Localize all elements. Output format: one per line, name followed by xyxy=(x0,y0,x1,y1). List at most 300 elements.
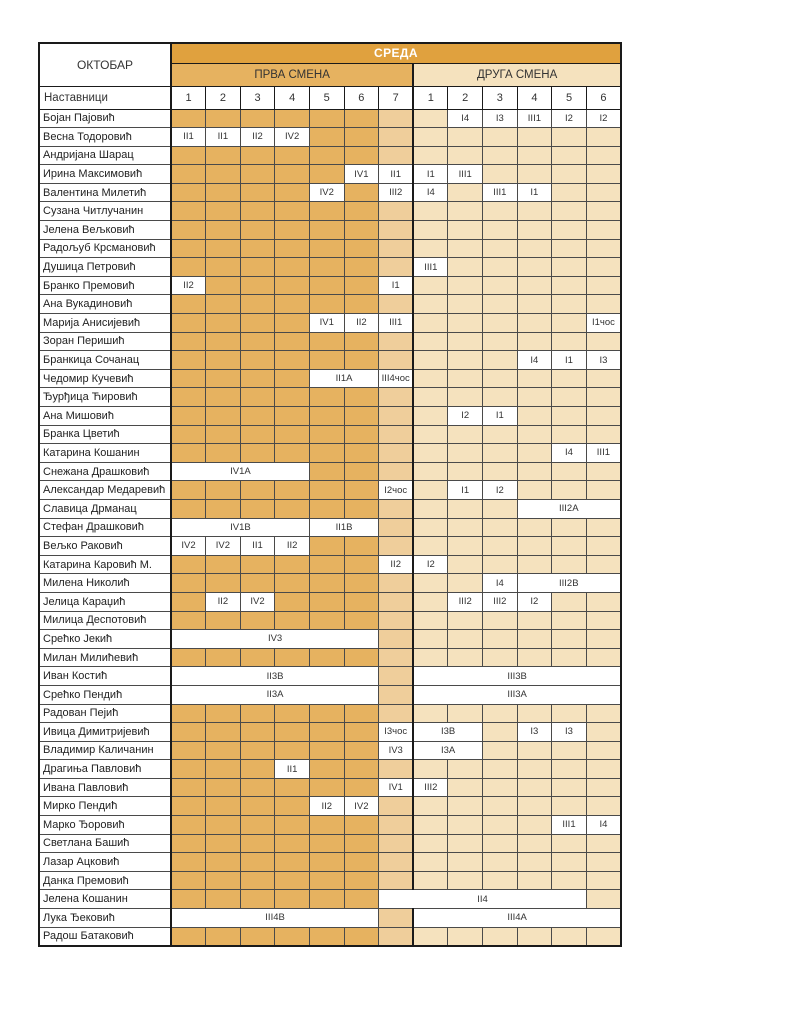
empty-cell xyxy=(379,444,414,463)
empty-cell xyxy=(448,797,483,816)
empty-cell xyxy=(309,834,344,853)
empty-cell xyxy=(482,128,517,147)
shift2-header: ДРУГА СМЕНА xyxy=(413,63,621,86)
empty-cell xyxy=(482,425,517,444)
empty-cell xyxy=(309,760,344,779)
teacher-name: Ђурђица Ћировић xyxy=(39,388,171,407)
empty-cell xyxy=(413,332,448,351)
empty-cell xyxy=(552,797,587,816)
empty-cell xyxy=(309,927,344,946)
empty-cell xyxy=(206,332,241,351)
teacher-row xyxy=(39,499,621,518)
teacher-row xyxy=(39,425,621,444)
empty-cell xyxy=(552,611,587,630)
class-cell: III2B xyxy=(517,574,621,593)
teacher-name: Јелена Кошанин xyxy=(39,890,171,909)
class-cell: IV2 xyxy=(240,592,275,611)
empty-cell xyxy=(275,425,310,444)
empty-cell xyxy=(171,258,206,277)
teacher-row xyxy=(39,537,621,556)
empty-cell xyxy=(517,165,552,184)
empty-cell xyxy=(275,481,310,500)
empty-cell xyxy=(448,146,483,165)
empty-cell xyxy=(240,165,275,184)
empty-cell xyxy=(344,109,379,128)
empty-cell xyxy=(586,630,621,649)
empty-cell xyxy=(171,927,206,946)
empty-cell xyxy=(344,239,379,258)
teacher-name: Сузана Читлучанин xyxy=(39,202,171,221)
empty-cell xyxy=(344,425,379,444)
empty-cell xyxy=(240,723,275,742)
empty-cell xyxy=(517,295,552,314)
teacher-name: Душица Петровић xyxy=(39,258,171,277)
empty-cell xyxy=(448,611,483,630)
empty-cell xyxy=(275,890,310,909)
class-cell: IV1 xyxy=(309,314,344,333)
empty-cell xyxy=(586,165,621,184)
teacher-row xyxy=(39,276,621,295)
empty-cell xyxy=(171,499,206,518)
empty-cell xyxy=(240,574,275,593)
class-cell: I2чос xyxy=(379,481,414,500)
teacher-row xyxy=(39,648,621,667)
empty-cell xyxy=(586,425,621,444)
empty-cell xyxy=(586,778,621,797)
empty-cell xyxy=(240,183,275,202)
empty-cell xyxy=(448,202,483,221)
class-cell: III2 xyxy=(448,592,483,611)
empty-cell xyxy=(171,555,206,574)
empty-cell xyxy=(586,239,621,258)
empty-cell xyxy=(275,221,310,240)
empty-cell xyxy=(482,499,517,518)
empty-cell xyxy=(309,853,344,872)
empty-cell xyxy=(552,462,587,481)
empty-cell xyxy=(240,109,275,128)
empty-cell xyxy=(275,555,310,574)
empty-cell xyxy=(309,202,344,221)
class-cell: I3B xyxy=(413,723,482,742)
teachers-label: Наставници xyxy=(39,86,171,109)
empty-cell xyxy=(344,407,379,426)
class-cell: IV1 xyxy=(379,778,414,797)
empty-cell xyxy=(309,351,344,370)
empty-cell xyxy=(240,314,275,333)
teacher-name: Срећко Пендић xyxy=(39,685,171,704)
period-header: 7 xyxy=(379,86,414,109)
empty-cell xyxy=(552,128,587,147)
empty-cell xyxy=(448,221,483,240)
empty-cell xyxy=(240,927,275,946)
empty-cell xyxy=(413,797,448,816)
empty-cell xyxy=(206,221,241,240)
empty-cell xyxy=(171,183,206,202)
teacher-name: Весна Тодоровић xyxy=(39,128,171,147)
empty-cell xyxy=(482,760,517,779)
teacher-name: Катарина Кошанин xyxy=(39,444,171,463)
empty-cell xyxy=(206,109,241,128)
empty-cell xyxy=(586,611,621,630)
period-header: 1 xyxy=(413,86,448,109)
empty-cell xyxy=(482,834,517,853)
teacher-row xyxy=(39,332,621,351)
class-cell: III2 xyxy=(379,183,414,202)
empty-cell xyxy=(586,853,621,872)
empty-cell xyxy=(448,258,483,277)
empty-cell xyxy=(448,462,483,481)
empty-cell xyxy=(309,128,344,147)
class-cell: I4 xyxy=(552,444,587,463)
empty-cell xyxy=(413,239,448,258)
empty-cell xyxy=(517,239,552,258)
empty-cell xyxy=(586,555,621,574)
empty-cell xyxy=(413,611,448,630)
empty-cell xyxy=(206,165,241,184)
empty-cell xyxy=(309,165,344,184)
empty-cell xyxy=(482,630,517,649)
empty-cell xyxy=(586,760,621,779)
empty-cell xyxy=(275,927,310,946)
empty-cell xyxy=(586,741,621,760)
empty-cell xyxy=(275,295,310,314)
empty-cell xyxy=(275,183,310,202)
teacher-row xyxy=(39,462,621,481)
class-cell: II1 xyxy=(240,537,275,556)
empty-cell xyxy=(482,648,517,667)
empty-cell xyxy=(275,202,310,221)
teacher-row xyxy=(39,407,621,426)
empty-cell xyxy=(517,332,552,351)
empty-cell xyxy=(309,741,344,760)
empty-cell xyxy=(275,369,310,388)
empty-cell xyxy=(171,723,206,742)
empty-cell xyxy=(309,537,344,556)
empty-cell xyxy=(275,592,310,611)
class-cell: I3 xyxy=(482,109,517,128)
empty-cell xyxy=(309,407,344,426)
empty-cell xyxy=(482,816,517,835)
teacher-name: Милена Николић xyxy=(39,574,171,593)
empty-cell xyxy=(240,239,275,258)
empty-cell xyxy=(206,499,241,518)
empty-cell xyxy=(552,295,587,314)
empty-cell xyxy=(517,611,552,630)
class-cell: I3 xyxy=(586,351,621,370)
empty-cell xyxy=(309,871,344,890)
empty-cell xyxy=(413,574,448,593)
empty-cell xyxy=(552,332,587,351)
teacher-name: Владимир Каличанин xyxy=(39,741,171,760)
empty-cell xyxy=(240,258,275,277)
empty-cell xyxy=(586,128,621,147)
empty-cell xyxy=(275,741,310,760)
class-cell: III4чос xyxy=(379,369,414,388)
empty-cell xyxy=(379,667,414,686)
teacher-row xyxy=(39,890,621,909)
empty-cell xyxy=(379,816,414,835)
empty-cell xyxy=(482,871,517,890)
class-cell: I1 xyxy=(413,165,448,184)
empty-cell xyxy=(517,741,552,760)
empty-cell xyxy=(552,704,587,723)
empty-cell xyxy=(240,369,275,388)
empty-cell xyxy=(448,444,483,463)
empty-cell xyxy=(240,834,275,853)
empty-cell xyxy=(586,797,621,816)
empty-cell xyxy=(517,927,552,946)
empty-cell xyxy=(240,276,275,295)
empty-cell xyxy=(344,295,379,314)
empty-cell xyxy=(206,797,241,816)
empty-cell xyxy=(344,574,379,593)
empty-cell xyxy=(379,221,414,240)
teacher-name: Срећко Јекић xyxy=(39,630,171,649)
empty-cell xyxy=(379,685,414,704)
empty-cell xyxy=(517,276,552,295)
teacher-name: Вељко Раковић xyxy=(39,537,171,556)
empty-cell xyxy=(240,797,275,816)
empty-cell xyxy=(552,592,587,611)
empty-cell xyxy=(309,109,344,128)
empty-cell xyxy=(482,462,517,481)
empty-cell xyxy=(171,109,206,128)
empty-cell xyxy=(517,871,552,890)
empty-cell xyxy=(344,592,379,611)
empty-cell xyxy=(448,499,483,518)
empty-cell xyxy=(240,704,275,723)
empty-cell xyxy=(517,202,552,221)
empty-cell xyxy=(413,202,448,221)
empty-cell xyxy=(482,165,517,184)
class-cell: I1 xyxy=(552,351,587,370)
teacher-row xyxy=(39,611,621,630)
empty-cell xyxy=(240,407,275,426)
empty-cell xyxy=(206,648,241,667)
class-cell: IV2 xyxy=(309,183,344,202)
class-cell: I1 xyxy=(482,407,517,426)
empty-cell xyxy=(344,648,379,667)
empty-cell xyxy=(240,760,275,779)
empty-cell xyxy=(379,592,414,611)
empty-cell xyxy=(240,555,275,574)
class-cell: III4A xyxy=(413,909,621,928)
empty-cell xyxy=(240,481,275,500)
teacher-row xyxy=(39,723,621,742)
empty-cell xyxy=(171,592,206,611)
teacher-row xyxy=(39,314,621,333)
empty-cell xyxy=(379,295,414,314)
empty-cell xyxy=(344,778,379,797)
empty-cell xyxy=(482,444,517,463)
empty-cell xyxy=(240,388,275,407)
empty-cell xyxy=(206,425,241,444)
empty-cell xyxy=(240,425,275,444)
teacher-name: Снежана Драшковић xyxy=(39,462,171,481)
empty-cell xyxy=(448,332,483,351)
empty-cell xyxy=(206,555,241,574)
teacher-name: Драгиња Павловић xyxy=(39,760,171,779)
teacher-name: Бранкица Сочанац xyxy=(39,351,171,370)
empty-cell xyxy=(344,183,379,202)
empty-cell xyxy=(379,462,414,481)
empty-cell xyxy=(448,778,483,797)
empty-cell xyxy=(586,332,621,351)
empty-cell xyxy=(206,202,241,221)
empty-cell xyxy=(379,425,414,444)
period-header: 5 xyxy=(552,86,587,109)
class-cell: III1 xyxy=(413,258,448,277)
empty-cell xyxy=(379,834,414,853)
empty-cell xyxy=(344,351,379,370)
class-cell: I4 xyxy=(413,183,448,202)
empty-cell xyxy=(413,760,448,779)
teacher-name: Александар Медаревић xyxy=(39,481,171,500)
empty-cell xyxy=(482,332,517,351)
empty-cell xyxy=(448,630,483,649)
empty-cell xyxy=(379,128,414,147)
teacher-row xyxy=(39,128,621,147)
class-cell: II3A xyxy=(171,685,379,704)
empty-cell xyxy=(552,314,587,333)
teacher-name: Ивана Павловић xyxy=(39,778,171,797)
empty-cell xyxy=(309,146,344,165)
empty-cell xyxy=(448,276,483,295)
empty-cell xyxy=(517,314,552,333)
teacher-row xyxy=(39,109,621,128)
class-cell: III1 xyxy=(482,183,517,202)
empty-cell xyxy=(344,927,379,946)
empty-cell xyxy=(275,704,310,723)
teacher-name: Бранко Премовић xyxy=(39,276,171,295)
empty-cell xyxy=(586,462,621,481)
empty-cell xyxy=(344,760,379,779)
empty-cell xyxy=(171,444,206,463)
empty-cell xyxy=(171,797,206,816)
teacher-row xyxy=(39,351,621,370)
class-cell: IV2 xyxy=(206,537,241,556)
class-cell: I1чос xyxy=(586,314,621,333)
empty-cell xyxy=(552,537,587,556)
teacher-name: Мирко Пендић xyxy=(39,797,171,816)
empty-cell xyxy=(413,630,448,649)
empty-cell xyxy=(517,425,552,444)
empty-cell xyxy=(240,295,275,314)
empty-cell xyxy=(482,258,517,277)
empty-cell xyxy=(552,853,587,872)
teacher-name: Светлана Башић xyxy=(39,834,171,853)
empty-cell xyxy=(379,146,414,165)
empty-cell xyxy=(206,760,241,779)
empty-cell xyxy=(309,890,344,909)
empty-cell xyxy=(482,276,517,295)
class-cell: II2 xyxy=(379,555,414,574)
class-cell: IV3 xyxy=(379,741,414,760)
empty-cell xyxy=(240,146,275,165)
empty-cell xyxy=(206,816,241,835)
empty-cell xyxy=(517,221,552,240)
teacher-row xyxy=(39,444,621,463)
teacher-row xyxy=(39,388,621,407)
empty-cell xyxy=(206,704,241,723)
empty-cell xyxy=(206,927,241,946)
empty-cell xyxy=(344,128,379,147)
teacher-row xyxy=(39,760,621,779)
class-cell: I4 xyxy=(586,816,621,835)
class-cell: I2 xyxy=(586,109,621,128)
empty-cell xyxy=(552,927,587,946)
empty-cell xyxy=(344,276,379,295)
empty-cell xyxy=(379,853,414,872)
empty-cell xyxy=(413,128,448,147)
empty-cell xyxy=(379,258,414,277)
class-cell: II4 xyxy=(379,890,587,909)
class-cell: II2 xyxy=(275,537,310,556)
teacher-row xyxy=(39,369,621,388)
empty-cell xyxy=(309,592,344,611)
empty-cell xyxy=(413,834,448,853)
schedule-sheet xyxy=(38,42,622,947)
empty-cell xyxy=(413,518,448,537)
empty-cell xyxy=(171,834,206,853)
teacher-name: Радован Пејић xyxy=(39,704,171,723)
empty-cell xyxy=(206,407,241,426)
empty-cell xyxy=(413,146,448,165)
empty-cell xyxy=(379,630,414,649)
class-cell: III3A xyxy=(413,685,621,704)
empty-cell xyxy=(171,239,206,258)
empty-cell xyxy=(517,128,552,147)
class-cell: I1 xyxy=(379,276,414,295)
class-cell: III1 xyxy=(379,314,414,333)
empty-cell xyxy=(517,555,552,574)
empty-cell xyxy=(171,221,206,240)
empty-cell xyxy=(482,723,517,742)
teacher-row xyxy=(39,165,621,184)
teacher-name: Радош Батаковић xyxy=(39,927,171,946)
empty-cell xyxy=(517,388,552,407)
class-cell: I3 xyxy=(517,723,552,742)
teacher-row xyxy=(39,871,621,890)
empty-cell xyxy=(171,760,206,779)
empty-cell xyxy=(240,871,275,890)
class-cell: I3A xyxy=(413,741,482,760)
teacher-name: Јелица Караџић xyxy=(39,592,171,611)
empty-cell xyxy=(275,351,310,370)
empty-cell xyxy=(379,704,414,723)
empty-cell xyxy=(309,648,344,667)
empty-cell xyxy=(309,555,344,574)
empty-cell xyxy=(171,388,206,407)
class-cell: I4 xyxy=(482,574,517,593)
empty-cell xyxy=(517,258,552,277)
teacher-name: Милан Милићевић xyxy=(39,648,171,667)
empty-cell xyxy=(275,109,310,128)
empty-cell xyxy=(379,239,414,258)
empty-cell xyxy=(379,909,414,928)
empty-cell xyxy=(517,778,552,797)
empty-cell xyxy=(517,704,552,723)
empty-cell xyxy=(413,221,448,240)
empty-cell xyxy=(275,611,310,630)
teacher-row xyxy=(39,183,621,202)
class-cell: IV3 xyxy=(171,630,379,649)
empty-cell xyxy=(171,778,206,797)
empty-cell xyxy=(552,555,587,574)
empty-cell xyxy=(240,202,275,221)
empty-cell xyxy=(206,871,241,890)
empty-cell xyxy=(275,239,310,258)
